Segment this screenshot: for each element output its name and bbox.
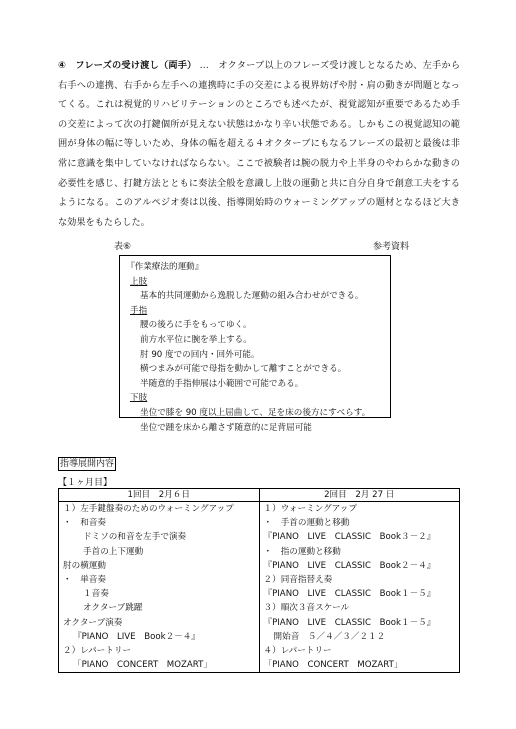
- lesson-plan-table: [58, 488, 460, 673]
- list-item: 肘の横運動: [63, 560, 106, 571]
- table-caption: 表⑥: [114, 242, 132, 252]
- list-item: 「PIANO CONCERT MOZART」: [73, 660, 212, 671]
- list-item: ２）同音指替え奏: [263, 575, 333, 586]
- paragraph-heading: ④ フレーズの受け渡し（両手）: [58, 60, 197, 71]
- list-item: 『PIANO LIVE Book２－４』: [73, 631, 200, 642]
- list-item: １）ウォーミングアップ: [263, 504, 357, 514]
- body-paragraph: [58, 56, 460, 232]
- list-item: 基本的共同運動から逸脱した運動の組み合わせができる。: [140, 291, 364, 302]
- list-item: 手指: [130, 305, 148, 316]
- list-item: ３）順次３音スケール: [263, 603, 350, 614]
- list-item: 下肢: [130, 393, 148, 404]
- session-2-content: [259, 502, 460, 673]
- list-item: 坐位で膝を 90 度以上屈曲して、足を床の後方にすべらす。: [140, 407, 371, 418]
- list-item: １音奏: [83, 589, 109, 600]
- list-item: ２）レパートリー: [63, 646, 132, 657]
- list-item: 上肢: [130, 276, 148, 287]
- list-item: ・ 和音奏: [63, 518, 106, 529]
- list-item: １）左手鍵盤奏のためのウォーミングアップ: [63, 504, 234, 514]
- list-item: 『作業療法的運動』: [126, 262, 204, 272]
- list-item: 手首の上下運動: [83, 546, 144, 557]
- section-title: 指導展開内容: [60, 459, 115, 469]
- list-item: 『PIANO LIVE CLASSIC Book１－５』: [263, 589, 436, 600]
- list-item: ドミソの和音を左手で演奏: [83, 532, 187, 543]
- header-session-1: 1回目 2月６日: [59, 489, 260, 502]
- paragraph-text: … オクターブ以上のフレーズ受け渡しとなるため、左手から右手への連携、右手から左手への連携時に手の交差による視界妨げや肘・肩の動きが問題となってくる。これは視覚的リハビリテーションのところでも述べたが、視覚認知が重要であるため手の交差によって次の打鍵個所が見えない状態はかなり辛い状態である。しかもこの視覚認知の範囲が身体の幅に等しいため、身体の幅を超える４オクターブにもなるフレーズの最初と最後は非常に意識を集中していなければならない。ここで被験者は腕の脱力や上半身のやわらかな動きの必要性を感じ、打鍵方法とともに奏法全般を意識し上肢の運動と共に自分自身で創意工夫をするようになる。このアルペジオ奏は以後、指導開始時のウォーミングアップの題材となるほど大きな効果をもたらした。: [58, 60, 461, 228]
- list-item: 横つまみが可能で母指を動かして離すことができる。: [140, 364, 347, 375]
- table-header-row: [59, 489, 460, 502]
- list-item: 坐位で踵を床から離さず随意的に足背屈可能: [140, 422, 312, 433]
- list-item: ４）レパートリー: [263, 646, 332, 657]
- header-session-2: 2回目 2月 27 日: [259, 489, 460, 502]
- list-item: オクターブ演奏: [63, 617, 123, 628]
- reference-label: 参考資料: [373, 242, 410, 252]
- list-item: 『PIANO LIVE CLASSIC Book３－２』: [263, 532, 436, 543]
- list-item: 開始音 ５／４／３／２１２: [273, 631, 386, 642]
- list-item: ・ 単音奏: [63, 575, 106, 586]
- list-item: 「PIANO CONCERT MOZART」: [263, 660, 403, 671]
- list-item: 肘 90 度での回内・回外可能。: [140, 349, 260, 360]
- list-item: ・ 指の運動と移動: [263, 546, 341, 557]
- list-item: 腰の後ろに手をもってゆく。: [140, 320, 252, 331]
- list-item: ・ 手首の運動と移動: [263, 518, 350, 529]
- table-row: [59, 502, 460, 673]
- list-item: 『PIANO LIVE CLASSIC Book２－４』: [263, 560, 436, 571]
- occupational-therapy-box: [119, 255, 391, 433]
- list-item: 半随意的手指伸展は小範囲で可能である。: [140, 378, 304, 389]
- list-item: 『PIANO LIVE CLASSIC Book１－５』: [263, 617, 436, 628]
- list-item: オクターブ跳躍: [83, 603, 143, 614]
- session-1-content: [59, 502, 260, 673]
- month-label: 【１ヶ月目】: [58, 478, 113, 488]
- list-item: 前方水平位に腕を挙上する。: [140, 334, 252, 345]
